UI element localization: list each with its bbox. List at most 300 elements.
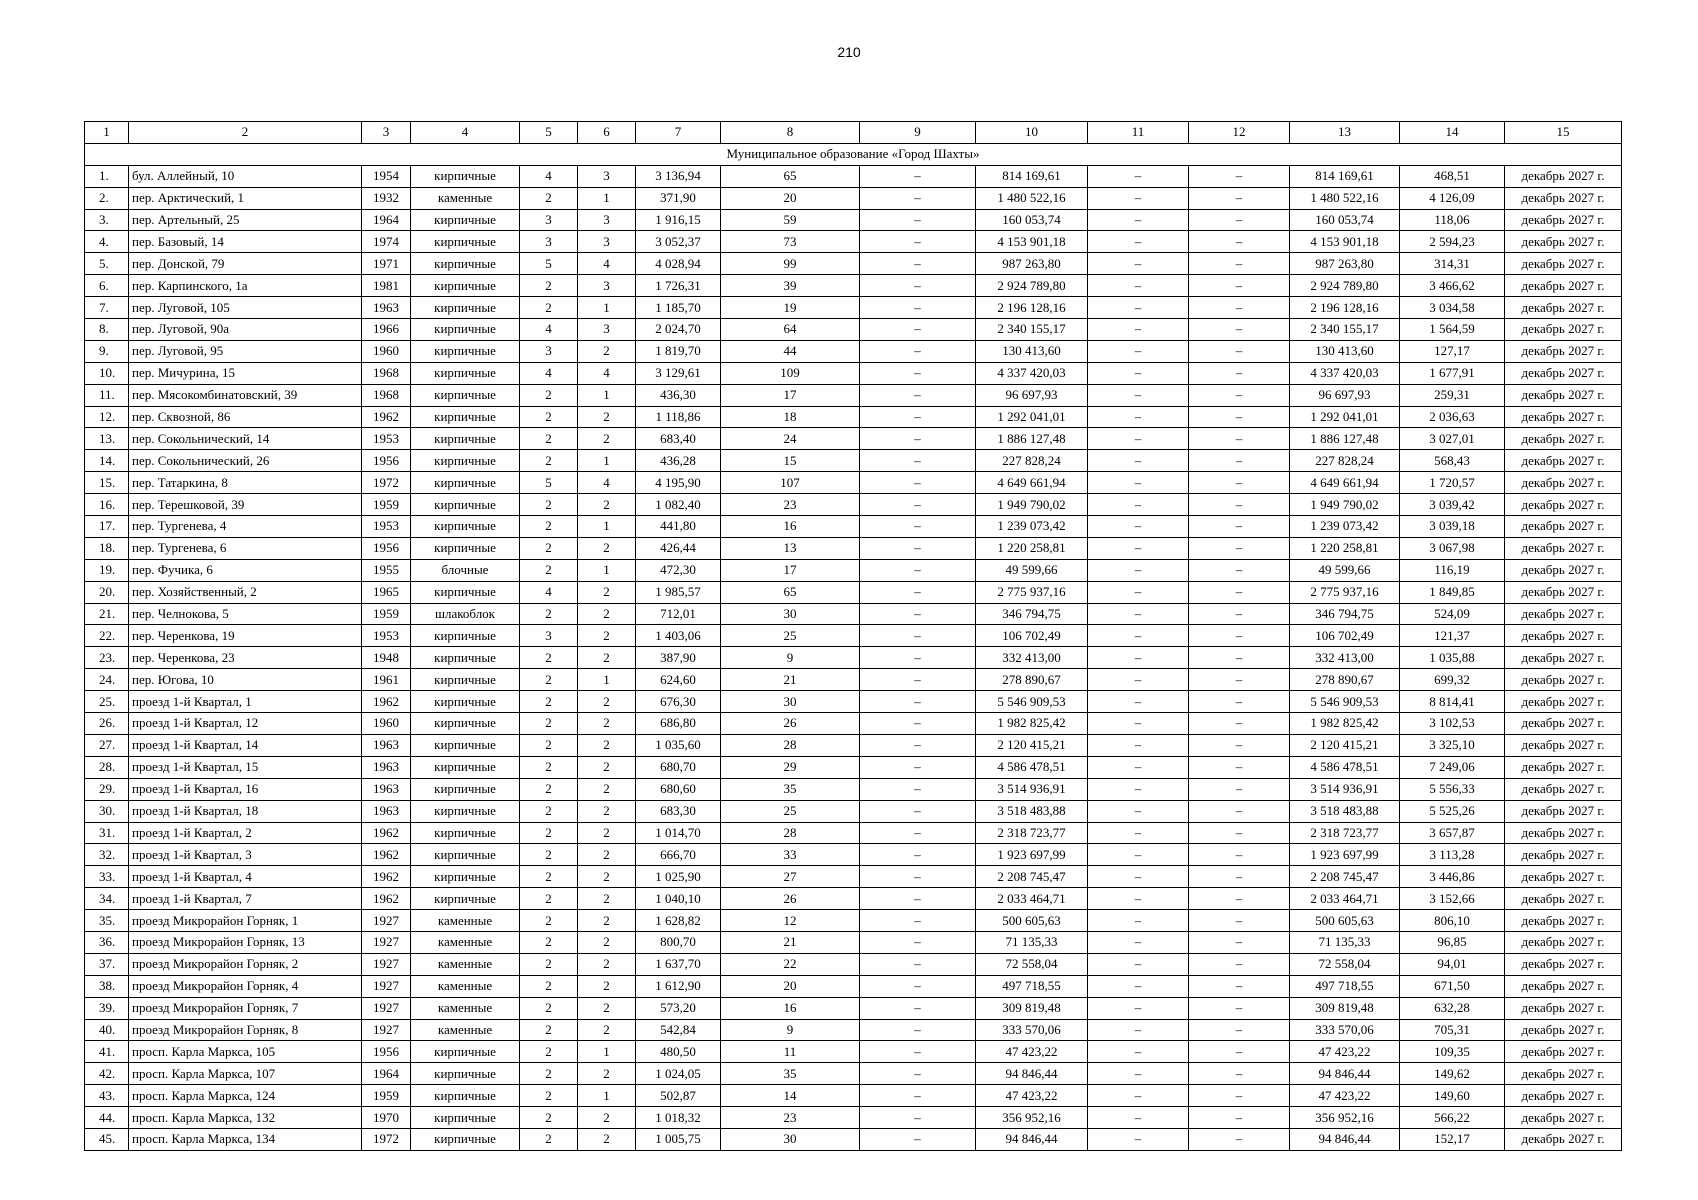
cell-11-cell: – <box>1088 384 1189 406</box>
area-cell: 2 024,70 <box>636 319 721 341</box>
residents-cell: 26 <box>721 888 860 910</box>
entrances-cell: 1 <box>578 516 636 538</box>
address-cell: пер. Челнокова, 5 <box>129 603 362 625</box>
year-cell: 1927 <box>362 975 411 997</box>
deadline-cell: декабрь 2027 г. <box>1505 559 1622 581</box>
deadline-cell: декабрь 2027 г. <box>1505 231 1622 253</box>
year-cell: 1972 <box>362 472 411 494</box>
table-row <box>85 209 1622 231</box>
table-row <box>85 691 1622 713</box>
area-cell: 542,84 <box>636 1019 721 1041</box>
address-cell: пер. Фучика, 6 <box>129 559 362 581</box>
page-number: 210 <box>837 44 861 60</box>
cell-13-cell: 3 518 483,88 <box>1290 800 1400 822</box>
area-cell: 1 185,70 <box>636 297 721 319</box>
entrances-cell: 1 <box>578 187 636 209</box>
entrances-cell: 2 <box>578 647 636 669</box>
cell-10-cell: 5 546 909,53 <box>976 691 1088 713</box>
cell-9-cell: – <box>860 756 976 778</box>
column-header: 8 <box>721 122 860 144</box>
cell-9-cell: – <box>860 209 976 231</box>
wall-material-cell: кирпичные <box>411 1063 520 1085</box>
table-row <box>85 537 1622 559</box>
cell-13-cell: 346 794,75 <box>1290 603 1400 625</box>
cell-14-cell: 568,43 <box>1400 450 1505 472</box>
floors-cell: 2 <box>520 494 578 516</box>
cell-14-cell: 149,60 <box>1400 1085 1505 1107</box>
cell-11-cell: – <box>1088 297 1189 319</box>
floors-cell: 2 <box>520 800 578 822</box>
residents-cell: 64 <box>721 319 860 341</box>
entrances-cell: 2 <box>578 340 636 362</box>
cell-13-cell: 49 599,66 <box>1290 559 1400 581</box>
floors-cell: 2 <box>520 822 578 844</box>
residents-cell: 35 <box>721 778 860 800</box>
address-cell: проезд 1-й Квартал, 14 <box>129 734 362 756</box>
cell-10-cell: 987 263,80 <box>976 253 1088 275</box>
cell-10-cell: 497 718,55 <box>976 975 1088 997</box>
cell-10-cell: 1 982 825,42 <box>976 713 1088 735</box>
cell-10-cell: 96 697,93 <box>976 384 1088 406</box>
floors-cell: 2 <box>520 275 578 297</box>
residents-cell: 99 <box>721 253 860 275</box>
table-row <box>85 822 1622 844</box>
table-row <box>85 187 1622 209</box>
cell-12-cell: – <box>1189 888 1290 910</box>
address-cell: просп. Карла Маркса, 105 <box>129 1041 362 1063</box>
year-cell: 1968 <box>362 384 411 406</box>
cell-14-cell: 671,50 <box>1400 975 1505 997</box>
deadline-cell: декабрь 2027 г. <box>1505 734 1622 756</box>
entrances-cell: 2 <box>578 1063 636 1085</box>
cell-11-cell: – <box>1088 450 1189 472</box>
deadline-cell: декабрь 2027 г. <box>1505 384 1622 406</box>
cell-12-cell: – <box>1189 187 1290 209</box>
area-cell: 426,44 <box>636 537 721 559</box>
deadline-cell: декабрь 2027 г. <box>1505 406 1622 428</box>
cell-9-cell: – <box>860 647 976 669</box>
cell-12-cell: – <box>1189 603 1290 625</box>
cell-13-cell: 4 649 661,94 <box>1290 472 1400 494</box>
cell-13-cell: 4 586 478,51 <box>1290 756 1400 778</box>
entrances-cell: 2 <box>578 1107 636 1129</box>
cell-9-cell: – <box>860 778 976 800</box>
residents-cell: 28 <box>721 822 860 844</box>
deadline-cell: декабрь 2027 г. <box>1505 603 1622 625</box>
cell-10-cell: 1 886 127,48 <box>976 428 1088 450</box>
deadline-cell: декабрь 2027 г. <box>1505 297 1622 319</box>
year-cell: 1964 <box>362 209 411 231</box>
cell-9-cell: – <box>860 691 976 713</box>
deadline-cell: декабрь 2027 г. <box>1505 253 1622 275</box>
entrances-cell: 2 <box>578 866 636 888</box>
address-cell: пер. Сокольнический, 14 <box>129 428 362 450</box>
cell-12-cell: – <box>1189 691 1290 713</box>
area-cell: 624,60 <box>636 669 721 691</box>
row-number-cell: 29. <box>85 778 129 800</box>
cell-10-cell: 72 558,04 <box>976 953 1088 975</box>
area-cell: 1 726,31 <box>636 275 721 297</box>
cell-12-cell: – <box>1189 581 1290 603</box>
table-row <box>85 603 1622 625</box>
cell-9-cell: – <box>860 866 976 888</box>
cell-14-cell: 3 113,28 <box>1400 844 1505 866</box>
floors-cell: 2 <box>520 603 578 625</box>
cell-9-cell: – <box>860 581 976 603</box>
entrances-cell: 3 <box>578 209 636 231</box>
residents-cell: 24 <box>721 428 860 450</box>
wall-material-cell: кирпичные <box>411 625 520 647</box>
row-number-cell: 24. <box>85 669 129 691</box>
deadline-cell: декабрь 2027 г. <box>1505 537 1622 559</box>
cell-10-cell: 346 794,75 <box>976 603 1088 625</box>
row-number-cell: 25. <box>85 691 129 713</box>
cell-10-cell: 356 952,16 <box>976 1107 1088 1129</box>
cell-14-cell: 2 036,63 <box>1400 406 1505 428</box>
wall-material-cell: кирпичные <box>411 1128 520 1150</box>
cell-14-cell: 1 849,85 <box>1400 581 1505 603</box>
cell-13-cell: 47 423,22 <box>1290 1041 1400 1063</box>
cell-11-cell: – <box>1088 581 1189 603</box>
floors-cell: 2 <box>520 1107 578 1129</box>
cell-9-cell: – <box>860 340 976 362</box>
row-number-cell: 28. <box>85 756 129 778</box>
year-cell: 1932 <box>362 187 411 209</box>
residents-cell: 13 <box>721 537 860 559</box>
year-cell: 1927 <box>362 1019 411 1041</box>
deadline-cell: декабрь 2027 г. <box>1505 713 1622 735</box>
row-number-cell: 15. <box>85 472 129 494</box>
row-number-cell: 3. <box>85 209 129 231</box>
row-number-cell: 44. <box>85 1107 129 1129</box>
cell-14-cell: 524,09 <box>1400 603 1505 625</box>
address-cell: проезд Микрорайон Горняк, 13 <box>129 931 362 953</box>
address-cell: пер. Терешковой, 39 <box>129 494 362 516</box>
row-number-cell: 14. <box>85 450 129 472</box>
cell-9-cell: – <box>860 625 976 647</box>
year-cell: 1956 <box>362 1041 411 1063</box>
row-number-cell: 26. <box>85 713 129 735</box>
cell-10-cell: 2 924 789,80 <box>976 275 1088 297</box>
entrances-cell: 2 <box>578 428 636 450</box>
area-cell: 680,60 <box>636 778 721 800</box>
wall-material-cell: кирпичные <box>411 428 520 450</box>
residents-cell: 30 <box>721 603 860 625</box>
entrances-cell: 2 <box>578 997 636 1019</box>
cell-14-cell: 149,62 <box>1400 1063 1505 1085</box>
wall-material-cell: кирпичные <box>411 866 520 888</box>
area-cell: 472,30 <box>636 559 721 581</box>
cell-11-cell: – <box>1088 997 1189 1019</box>
residents-cell: 14 <box>721 1085 860 1107</box>
address-cell: пер. Артельный, 25 <box>129 209 362 231</box>
cell-11-cell: – <box>1088 1063 1189 1085</box>
row-number-cell: 34. <box>85 888 129 910</box>
address-cell: пер. Сокольнический, 26 <box>129 450 362 472</box>
year-cell: 1963 <box>362 297 411 319</box>
table-row <box>85 340 1622 362</box>
cell-9-cell: – <box>860 1019 976 1041</box>
cell-12-cell: – <box>1189 537 1290 559</box>
column-header: 11 <box>1088 122 1189 144</box>
table-body <box>85 143 1622 1150</box>
residents-cell: 17 <box>721 559 860 581</box>
deadline-cell: декабрь 2027 г. <box>1505 625 1622 647</box>
deadline-cell: декабрь 2027 г. <box>1505 165 1622 187</box>
row-number-cell: 40. <box>85 1019 129 1041</box>
cell-11-cell: – <box>1088 559 1189 581</box>
cell-14-cell: 3 067,98 <box>1400 537 1505 559</box>
cell-11-cell: – <box>1088 516 1189 538</box>
cell-9-cell: – <box>860 362 976 384</box>
table-row <box>85 866 1622 888</box>
cell-12-cell: – <box>1189 800 1290 822</box>
wall-material-cell: кирпичные <box>411 231 520 253</box>
entrances-cell: 2 <box>578 778 636 800</box>
wall-material-cell: кирпичные <box>411 340 520 362</box>
row-number-cell: 45. <box>85 1128 129 1150</box>
year-cell: 1965 <box>362 581 411 603</box>
cell-10-cell: 2 120 415,21 <box>976 734 1088 756</box>
year-cell: 1927 <box>362 953 411 975</box>
residents-cell: 27 <box>721 866 860 888</box>
cell-11-cell: – <box>1088 603 1189 625</box>
cell-13-cell: 4 153 901,18 <box>1290 231 1400 253</box>
floors-cell: 2 <box>520 559 578 581</box>
cell-12-cell: – <box>1189 910 1290 932</box>
row-number-cell: 12. <box>85 406 129 428</box>
address-cell: проезд 1-й Квартал, 4 <box>129 866 362 888</box>
column-header: 1 <box>85 122 129 144</box>
table-row <box>85 472 1622 494</box>
address-cell: пер. Арктический, 1 <box>129 187 362 209</box>
cell-10-cell: 4 337 420,03 <box>976 362 1088 384</box>
residents-cell: 65 <box>721 165 860 187</box>
wall-material-cell: кирпичные <box>411 713 520 735</box>
cell-12-cell: – <box>1189 669 1290 691</box>
year-cell: 1972 <box>362 1128 411 1150</box>
table-row <box>85 975 1622 997</box>
area-cell: 502,87 <box>636 1085 721 1107</box>
address-cell: проезд Микрорайон Горняк, 2 <box>129 953 362 975</box>
cell-10-cell: 130 413,60 <box>976 340 1088 362</box>
table-row <box>85 997 1622 1019</box>
address-cell: пер. Черенкова, 23 <box>129 647 362 669</box>
cell-10-cell: 2 033 464,71 <box>976 888 1088 910</box>
floors-cell: 2 <box>520 1128 578 1150</box>
cell-12-cell: – <box>1189 275 1290 297</box>
cell-9-cell: – <box>860 1085 976 1107</box>
deadline-cell: декабрь 2027 г. <box>1505 428 1622 450</box>
table-row <box>85 800 1622 822</box>
year-cell: 1968 <box>362 362 411 384</box>
entrances-cell: 2 <box>578 734 636 756</box>
wall-material-cell: кирпичные <box>411 253 520 275</box>
cell-14-cell: 118,06 <box>1400 209 1505 231</box>
residents-cell: 11 <box>721 1041 860 1063</box>
cell-9-cell: – <box>860 516 976 538</box>
cell-13-cell: 1 220 258,81 <box>1290 537 1400 559</box>
residents-cell: 9 <box>721 1019 860 1041</box>
cell-13-cell: 1 239 073,42 <box>1290 516 1400 538</box>
cell-9-cell: – <box>860 888 976 910</box>
cell-9-cell: – <box>860 931 976 953</box>
entrances-cell: 2 <box>578 581 636 603</box>
cell-9-cell: – <box>860 450 976 472</box>
header-row <box>85 122 1622 144</box>
floors-cell: 2 <box>520 406 578 428</box>
row-number-cell: 23. <box>85 647 129 669</box>
cell-12-cell: – <box>1189 647 1290 669</box>
deadline-cell: декабрь 2027 г. <box>1505 691 1622 713</box>
cell-13-cell: 47 423,22 <box>1290 1085 1400 1107</box>
section-row <box>85 143 1622 165</box>
address-cell: пер. Луговой, 90а <box>129 319 362 341</box>
cell-10-cell: 2 318 723,77 <box>976 822 1088 844</box>
table-row <box>85 931 1622 953</box>
residents-cell: 23 <box>721 494 860 516</box>
residents-cell: 73 <box>721 231 860 253</box>
year-cell: 1960 <box>362 713 411 735</box>
table-row <box>85 406 1622 428</box>
area-cell: 3 136,94 <box>636 165 721 187</box>
row-number-cell: 43. <box>85 1085 129 1107</box>
area-cell: 1 118,86 <box>636 406 721 428</box>
area-cell: 573,20 <box>636 997 721 1019</box>
area-cell: 480,50 <box>636 1041 721 1063</box>
table-row <box>85 910 1622 932</box>
cell-11-cell: – <box>1088 691 1189 713</box>
table-row <box>85 1041 1622 1063</box>
area-cell: 441,80 <box>636 516 721 538</box>
residents-cell: 23 <box>721 1107 860 1129</box>
year-cell: 1963 <box>362 800 411 822</box>
table-row <box>85 253 1622 275</box>
wall-material-cell: каменные <box>411 1019 520 1041</box>
deadline-cell: декабрь 2027 г. <box>1505 494 1622 516</box>
wall-material-cell: кирпичные <box>411 406 520 428</box>
cell-11-cell: – <box>1088 428 1189 450</box>
cell-12-cell: – <box>1189 428 1290 450</box>
wall-material-cell: кирпичные <box>411 165 520 187</box>
cell-12-cell: – <box>1189 625 1290 647</box>
deadline-cell: декабрь 2027 г. <box>1505 997 1622 1019</box>
cell-11-cell: – <box>1088 778 1189 800</box>
entrances-cell: 3 <box>578 319 636 341</box>
residents-cell: 18 <box>721 406 860 428</box>
area-cell: 1 916,15 <box>636 209 721 231</box>
deadline-cell: декабрь 2027 г. <box>1505 800 1622 822</box>
year-cell: 1970 <box>362 1107 411 1129</box>
cell-11-cell: – <box>1088 756 1189 778</box>
cell-9-cell: – <box>860 734 976 756</box>
cell-9-cell: – <box>860 559 976 581</box>
row-number-cell: 18. <box>85 537 129 559</box>
address-cell: пер. Базовый, 14 <box>129 231 362 253</box>
year-cell: 1959 <box>362 603 411 625</box>
wall-material-cell: кирпичные <box>411 844 520 866</box>
residents-cell: 30 <box>721 1128 860 1150</box>
cell-13-cell: 356 952,16 <box>1290 1107 1400 1129</box>
entrances-cell: 2 <box>578 822 636 844</box>
residents-cell: 22 <box>721 953 860 975</box>
residents-cell: 39 <box>721 275 860 297</box>
address-cell: просп. Карла Маркса, 132 <box>129 1107 362 1129</box>
cell-13-cell: 2 340 155,17 <box>1290 319 1400 341</box>
table-row <box>85 428 1622 450</box>
cell-14-cell: 632,28 <box>1400 997 1505 1019</box>
area-cell: 436,30 <box>636 384 721 406</box>
cell-14-cell: 116,19 <box>1400 559 1505 581</box>
year-cell: 1956 <box>362 537 411 559</box>
cell-11-cell: – <box>1088 231 1189 253</box>
floors-cell: 3 <box>520 340 578 362</box>
table-row <box>85 888 1622 910</box>
address-cell: пер. Карпинского, 1а <box>129 275 362 297</box>
wall-material-cell: каменные <box>411 910 520 932</box>
column-header: 7 <box>636 122 721 144</box>
column-header: 10 <box>976 122 1088 144</box>
floors-cell: 2 <box>520 734 578 756</box>
deadline-cell: декабрь 2027 г. <box>1505 275 1622 297</box>
cell-13-cell: 2 775 937,16 <box>1290 581 1400 603</box>
cell-9-cell: – <box>860 187 976 209</box>
table-row <box>85 231 1622 253</box>
cell-13-cell: 2 196 128,16 <box>1290 297 1400 319</box>
wall-material-cell: каменные <box>411 187 520 209</box>
wall-material-cell: кирпичные <box>411 1041 520 1063</box>
cell-11-cell: – <box>1088 537 1189 559</box>
cell-12-cell: – <box>1189 1041 1290 1063</box>
deadline-cell: декабрь 2027 г. <box>1505 669 1622 691</box>
cell-14-cell: 3 039,42 <box>1400 494 1505 516</box>
address-cell: пер. Черенкова, 19 <box>129 625 362 647</box>
address-cell: пер. Мясокомбинатовский, 39 <box>129 384 362 406</box>
deadline-cell: декабрь 2027 г. <box>1505 319 1622 341</box>
row-number-cell: 32. <box>85 844 129 866</box>
cell-10-cell: 1 239 073,42 <box>976 516 1088 538</box>
cell-10-cell: 3 518 483,88 <box>976 800 1088 822</box>
area-cell: 436,28 <box>636 450 721 472</box>
cell-13-cell: 72 558,04 <box>1290 953 1400 975</box>
column-header: 12 <box>1189 122 1290 144</box>
cell-10-cell: 47 423,22 <box>976 1041 1088 1063</box>
cell-13-cell: 497 718,55 <box>1290 975 1400 997</box>
column-header: 4 <box>411 122 520 144</box>
cell-10-cell: 4 153 901,18 <box>976 231 1088 253</box>
cell-13-cell: 309 819,48 <box>1290 997 1400 1019</box>
cell-11-cell: – <box>1088 253 1189 275</box>
cell-12-cell: – <box>1189 319 1290 341</box>
cell-12-cell: – <box>1189 734 1290 756</box>
cell-14-cell: 705,31 <box>1400 1019 1505 1041</box>
area-cell: 686,80 <box>636 713 721 735</box>
deadline-cell: декабрь 2027 г. <box>1505 1085 1622 1107</box>
cell-12-cell: – <box>1189 209 1290 231</box>
cell-14-cell: 8 814,41 <box>1400 691 1505 713</box>
column-header: 13 <box>1290 122 1400 144</box>
cell-11-cell: – <box>1088 209 1189 231</box>
row-number-cell: 7. <box>85 297 129 319</box>
cell-13-cell: 130 413,60 <box>1290 340 1400 362</box>
cell-12-cell: – <box>1189 756 1290 778</box>
address-cell: пер. Татаркина, 8 <box>129 472 362 494</box>
entrances-cell: 2 <box>578 1019 636 1041</box>
area-cell: 712,01 <box>636 603 721 625</box>
floors-cell: 2 <box>520 384 578 406</box>
entrances-cell: 2 <box>578 953 636 975</box>
area-cell: 1 628,82 <box>636 910 721 932</box>
